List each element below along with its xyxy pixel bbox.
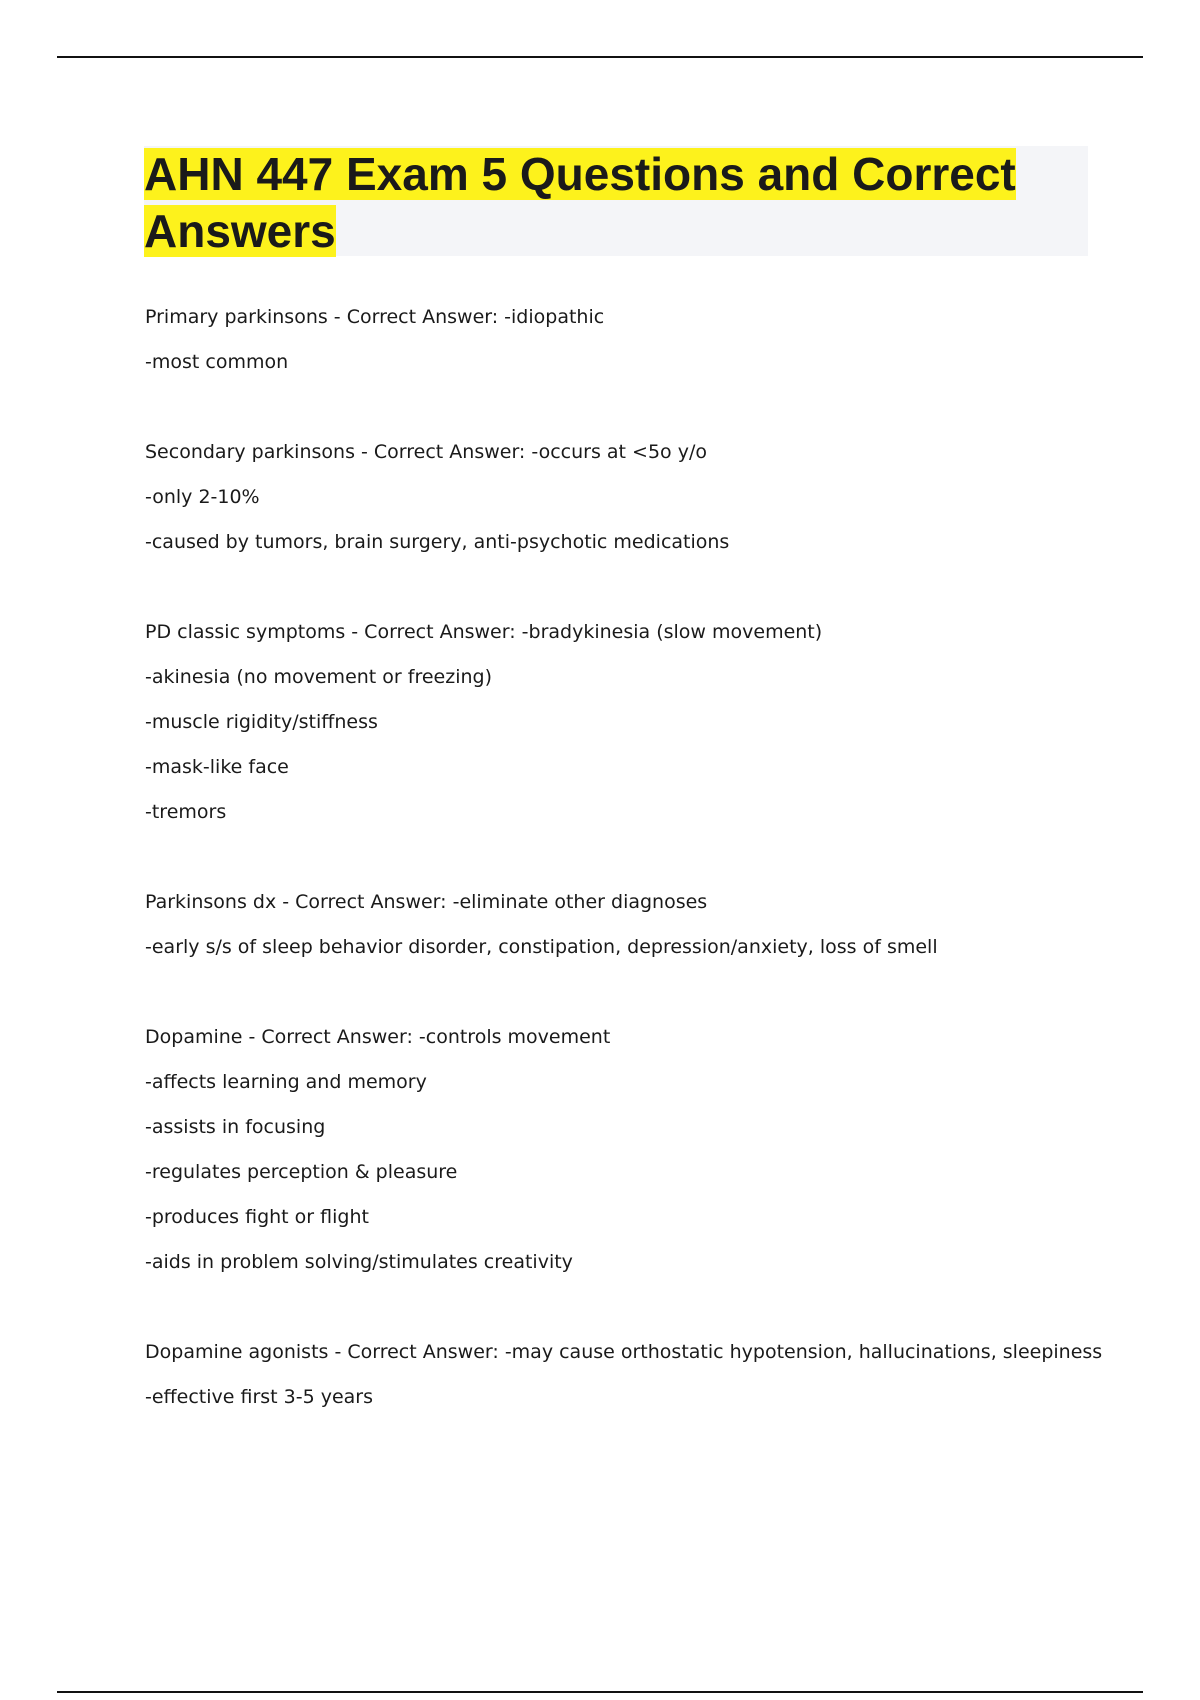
answer-line: -aids in problem solving/stimulates creativity [145, 1251, 573, 1273]
answer-line: -effective first 3-5 years [145, 1386, 373, 1408]
document-title [144, 146, 1088, 260]
qa-item [145, 298, 1105, 388]
answer-line: -muscle rigidity/stiffness [145, 711, 378, 733]
bottom-rule [57, 1691, 1143, 1693]
qa-list [145, 298, 1105, 1468]
answer-line: -early s/s of sleep behavior disorder, constipation, depression/anxiety, loss of smell [145, 936, 938, 958]
qa-item [145, 1333, 1105, 1423]
answer-line: -mask-like face [145, 756, 289, 778]
answer-line: -akinesia (no movement or freezing) [145, 666, 492, 688]
qa-item [145, 613, 1105, 838]
question-line: Primary parkinsons - Correct Answer: -idiopathic [145, 306, 605, 328]
answer-line: -affects learning and memory [145, 1071, 427, 1093]
answer-line: -regulates perception & pleasure [145, 1161, 458, 1183]
title-highlight: AHN 447 Exam 5 Questions and Correct Answers [144, 148, 1016, 257]
qa-item [145, 883, 1105, 973]
question-line: Parkinsons dx - Correct Answer: -eliminate other diagnoses [145, 891, 708, 913]
question-line: Dopamine agonists - Correct Answer: -may cause orthostatic hypotension, hallucinations, sleepiness [145, 1341, 1103, 1363]
answer-line: -caused by tumors, brain surgery, anti-psychotic medications [145, 531, 730, 553]
question-line: Secondary parkinsons - Correct Answer: -occurs at <5o y/o [145, 441, 707, 463]
answer-line: -assists in focusing [145, 1116, 326, 1138]
title-block [144, 146, 1088, 256]
answer-line: -most common [145, 351, 289, 373]
answer-line: -only 2-10% [145, 486, 260, 508]
answer-line: -tremors [145, 801, 227, 823]
question-line: Dopamine - Correct Answer: -controls movement [145, 1026, 611, 1048]
qa-item [145, 433, 1105, 568]
top-rule [57, 56, 1143, 58]
qa-item [145, 1018, 1105, 1288]
question-line: PD classic symptoms - Correct Answer: -bradykinesia (slow movement) [145, 621, 823, 643]
answer-line: -produces fight or flight [145, 1206, 369, 1228]
